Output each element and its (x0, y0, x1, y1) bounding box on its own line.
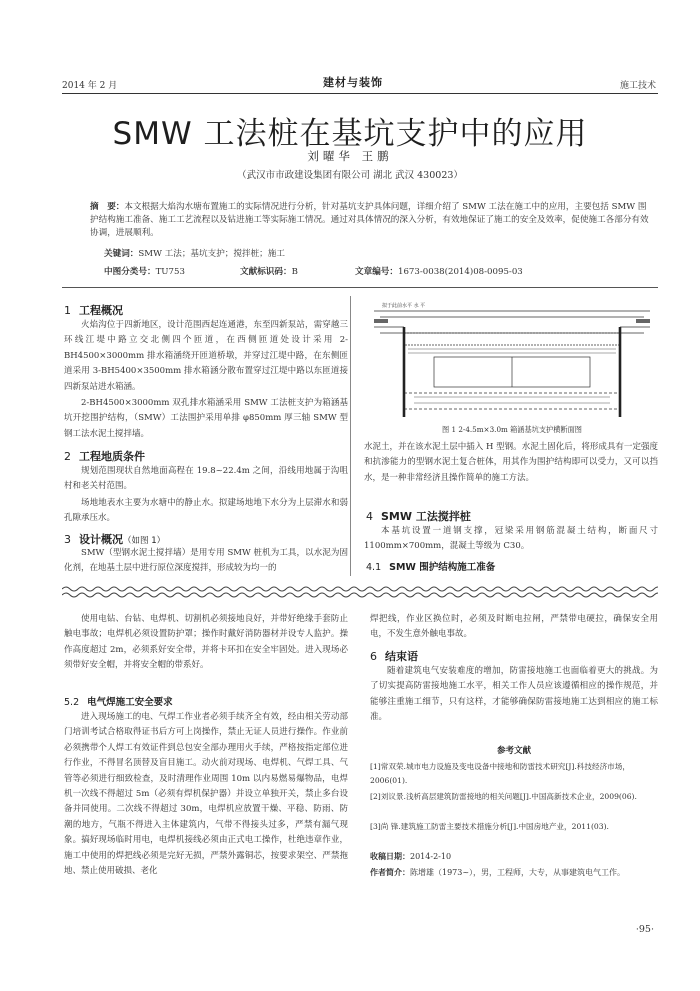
subsection-5-2-para: 进入现场施工的电、气焊工作业者必须手续齐全有效，经由相关劳动部门培训考试合格取得证书后方可上岗操作，禁止无证人员进行操作。作业前必须携带个人焊工有效证件到总包安全部办理用火手续，严格按指定部位进行作业，不得冒名顶替及盲目施工。动火前对现场、电焊机、气焊工具、气管等必须进行细致检查，及时清理作业周围 10m 以内易燃易爆物品，电焊机一次线不得超过 5m（必须有焊机保护器）并设立单独开关，禁止多台设备并同使用。二次线不得超过 30m，电焊机应放置干燥、平稳、防雨、防潮的地方，气瓶不得进入主体建筑内，气带不得接头过多，严禁有漏气现象。搞好现场临时用电，电焊机接线必须由正式电工操作，杜绝违章作业，施工中使用的焊把线必须是完好无损，严禁外露铜芯，按要求架空、严禁拖地、禁止使用破损、老化 (64, 712, 348, 877)
figure-top-label: 拟于此前水平 水 平 (382, 303, 426, 309)
reference-item: [2]刘议景.浅析高层建筑防雷接地的相关问题[J].中国高新技术企业，2009(06). (370, 792, 637, 801)
author-bio (370, 866, 658, 880)
section-4-para-1: 本基坑设置一道钢支撑，冠梁采用钢筋混凝土结构，断面尺寸 1100mm×700mm，混凝土等级为 C30。 (364, 526, 658, 552)
affiliation: （武汉市市政建设集团有限公司 湖北 武汉 430023） (237, 170, 463, 181)
section-number: 2 (64, 450, 71, 463)
issue-date: 2014 年 2 月 (62, 81, 118, 91)
subsection-number: 5.2 (64, 697, 80, 708)
keywords (104, 247, 644, 259)
section-6-heading (370, 648, 418, 664)
section-title: 结束语 (385, 650, 418, 663)
section-number: 3 (64, 533, 71, 546)
reference-item: [1]常双荣.城市电力设施及变电设备中接地和防雷技术研究[J].科技经济市场，2006(01). (370, 762, 630, 786)
safety-para-continued: 焊把线，作业区换位时，必须及时断电拉闸，严禁带电硬拉，确保安全用电，不发生意外触电事故。 (370, 614, 658, 640)
section-1-heading (64, 302, 123, 318)
section-1-para-1: 火焰沟位于四新地区，设计范围西起连通港，东至四新泵站，需穿越三环线江堤中路立交北侧四个匝道，在西侧匝道处设计采用 2-BH4500×3000mm 排水箱涵绕开匝道桥墩，并穿过江堤中路，在东侧匝道采用 3-BH5400×3500mm 排水箱涵分散布置穿过江堤中路以东匝道接四新泵站进水箱涵。 (64, 320, 348, 392)
reference-item: [3]尚 锋.建筑施工防雷主要技术措施分析[J].中国房地产业，2011(03). (370, 822, 609, 831)
section-2-heading (64, 448, 145, 464)
doc-code (240, 265, 298, 277)
article-number (355, 265, 523, 277)
article-title: SMW 工法桩在基坑支护中的应用 (112, 116, 588, 152)
abstract-label: 摘 要： (90, 202, 125, 212)
conclusion-para: 随着建筑电气安装难度的增加，防雷接地施工也面临着更大的挑战。为了切实提高防雷接地施工水平，相关工作人员应该遵循相应的操作规范，并能够注重施工细节，只有这样，才能够确保防雷接地施工达到相应的施工标准。 (370, 666, 658, 723)
subsection-title: 电气焊施工安全要求 (87, 697, 173, 708)
figure-1-caption: 图 1 2-4.5m×3.0m 箱涵基坑支护横断面图 (441, 425, 582, 434)
doc-code-value: B (291, 267, 298, 277)
figure-1-cross-section (364, 297, 660, 437)
journal-masthead: 建材与装饰 (323, 76, 383, 89)
abstract (90, 201, 650, 241)
subsection-5-2-heading (64, 694, 173, 708)
section-3-para-1: SMW（型钢水泥土搅拌墙）是用专用 SMW 桩机为工具，以水泥为固化剂，在地基土层中进行原位深度搅拌，形成较为均一的 (64, 548, 348, 574)
clc-label: 中图分类号： (104, 267, 156, 277)
page-break-wave (62, 584, 658, 600)
authors: 刘曜华 王鹏 (307, 149, 393, 163)
received-value: 2014-2-10 (410, 852, 452, 861)
clc-value: TU753 (155, 267, 185, 277)
section-2-para-2: 场地地表水主要为水塘中的静止水。拟建场地地下水分为上层滞水和弱孔隙承压水。 (64, 498, 348, 524)
section-1-para-2: 2-BH4500×3000mm 双孔排水箱涵采用 SMW 工法桩支护为箱涵基坑开挖围护结构，（SMW）工法围护采用单排 φ850mm 厚三轴 SMW 型钢工法水泥土搅拌墙。 (64, 398, 348, 439)
abstract-rule (62, 287, 658, 288)
keywords-text: SMW 工法；基坑支护；搅拌桩；施工 (138, 249, 285, 259)
section-number: 4 (366, 510, 373, 523)
abstract-text: 本文根据大焰沟水塘布置施工的实际情况进行分析，针对基坑支护具体问题，详细介绍了 SMW 工法在施工中的应用，主要包括 SMW 围护结构施工准备、施工工艺流程以及钻进施工等实际施工情况。通过对具体情况的深入分析，有效地保证了施工的安全及效率，促使施工各部分有效协调，进展顺利。 (90, 202, 649, 239)
section-title: 设计概况 (79, 533, 123, 546)
subsection-title: SMW 围护结构施工准备 (389, 562, 496, 573)
keywords-label: 关键词： (104, 249, 139, 259)
section-number: 6 (370, 650, 377, 663)
received-date (370, 850, 658, 864)
author-bio-label: 作者简介： (370, 868, 410, 877)
section-2-para-1: 规划范围现状自然地面高程在 19.8~22.4m 之间，沿线用地属于沟咀村和老关村范围。 (64, 466, 348, 492)
section-name: 施工技术 (619, 81, 656, 91)
safety-para-1: 使用电钻、台钻、电焊机、切割机必须接地良好，并带好绝缘手套防止触电事故；电焊机必须设置防护罩；操作时戴好消防器材并设专人监护。操作高度超过 2m，必须系好安全带，并将卡环扣在安全牢固处。进入现场必须带好安全帽，并将安全帽的带系好。 (64, 614, 348, 671)
section-4-heading (366, 508, 471, 524)
doc-code-label: 文献标识码： (240, 267, 292, 277)
clc-number (104, 265, 185, 277)
section-number: 1 (64, 304, 71, 317)
figure-reference: （如图 1） (123, 536, 166, 546)
section-title: 工程地质条件 (79, 450, 145, 463)
references-heading: 参考文献 (496, 746, 531, 756)
column-divider (350, 296, 351, 576)
subsection-4-1-heading (366, 559, 495, 573)
subsection-number: 4.1 (366, 562, 382, 573)
article-no-value: 1673-0038(2014)08-0095-03 (397, 267, 523, 277)
section-title: 工程概况 (79, 304, 123, 317)
article-no-label: 文章编号： (355, 267, 398, 277)
section-title: SMW 工法搅拌桩 (381, 510, 471, 523)
page-number: ·95· (635, 924, 654, 935)
received-label: 收稿日期： (370, 852, 410, 861)
section-3-heading (64, 531, 165, 547)
header-rule (62, 93, 658, 94)
section-3-para-1-continued: 水泥土，并在该水泥土层中插入 H 型钢。水泥土固化后，将形成具有一定强度和抗渗能力的型钢水泥土复合桩体，用其作为围护结构即可以受力，又可以挡水，是一种非常经济且操作简单的施工方法。 (364, 442, 658, 483)
author-bio-text: 陈增雄（1973~），男，工程师，大专，从事建筑电气工作。 (410, 868, 626, 877)
